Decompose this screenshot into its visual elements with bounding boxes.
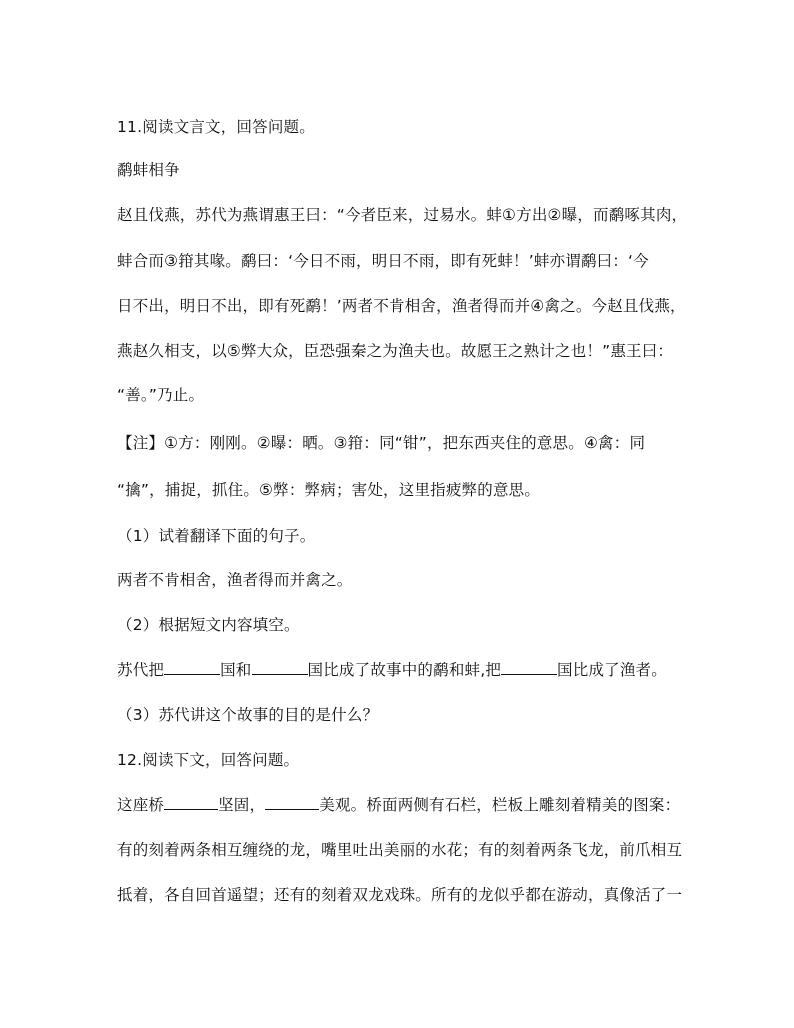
- sub2-text-4: 国比成了渔者。: [557, 661, 667, 679]
- q11-passage-line-5: “善。”乃止。: [117, 386, 205, 404]
- q12-heading: 12.阅读下文，回答问题。: [117, 751, 300, 769]
- q12-fill-line: [117, 795, 687, 815]
- q12-blank-2[interactable]: [265, 795, 319, 810]
- q12-text-1: 这座桥: [117, 796, 165, 814]
- q11-sub2-label: （2）根据短文内容填空。: [117, 616, 300, 634]
- q12-text-2: 坚固，: [218, 796, 266, 814]
- sub2-text-3: 国比成了故事中的鹬和蚌,把: [307, 661, 502, 679]
- q12-line-2: 有的刻着两条相互缠绕的龙，嘴里吐出美丽的水花；有的刻着两条飞龙，前爪相互: [117, 841, 683, 859]
- q12-line-3: 抵着，各自回首遥望；还有的刻着双龙戏珠。所有的龙似乎都在游动，真像活了一: [117, 886, 683, 904]
- q11-sub1-sentence: 两者不肯相舍，渔者得而并禽之。: [117, 571, 353, 589]
- q11-passage-line-3: 日不出，明日不出，即有死鹬！’两者不肯相舍，渔者得而并④禽之。今赵且伐燕，: [117, 297, 686, 315]
- q11-heading: 11.阅读文言文，回答问题。: [117, 118, 315, 136]
- q11-sub1-label: （1）试着翻译下面的句子。: [117, 527, 316, 545]
- sub2-text-2: 国和: [220, 661, 252, 679]
- q11-passage-line-4: 燕赵久相支，以⑤弊大众，臣恐强秦之为渔夫也。故愿王之熟计之也！”惠王曰：: [117, 342, 674, 360]
- sub2-blank-2[interactable]: [252, 660, 308, 675]
- q11-notes-line-1: 【注】①方：刚刚。②曝：晒。③箝：同“钳”，把东西夹住的意思。④禽：同: [117, 434, 646, 452]
- q11-sub3-label: （3）苏代讲这个故事的目的是什么？: [117, 706, 379, 724]
- sub2-blank-1[interactable]: [164, 660, 220, 675]
- q12-text-3: 美观。桥面两侧有石栏，栏板上雕刻着精美的图案：: [319, 796, 681, 814]
- q11-passage-line-2: 蚌合而③箝其喙。鹬曰：‘今日不雨，明日不雨，即有死蚌！’蚌亦谓鹬曰：‘今: [117, 252, 649, 270]
- sub2-text-1: 苏代把: [117, 661, 165, 679]
- q11-sub2-fill-line: [117, 660, 687, 680]
- sub2-blank-3[interactable]: [501, 660, 557, 675]
- q11-passage-line-1: 赵且伐燕，苏代为燕谓惠王曰：“今者臣来，过易水。蚌①方出②曝，而鹬啄其肉，: [117, 206, 688, 224]
- q12-blank-1[interactable]: [164, 795, 218, 810]
- q11-title: 鹬蚌相争: [117, 161, 180, 179]
- q11-notes-line-2: “擒”，捕捉，抓住。⑤弊：弊病；害处，这里指疲弊的意思。: [117, 481, 541, 499]
